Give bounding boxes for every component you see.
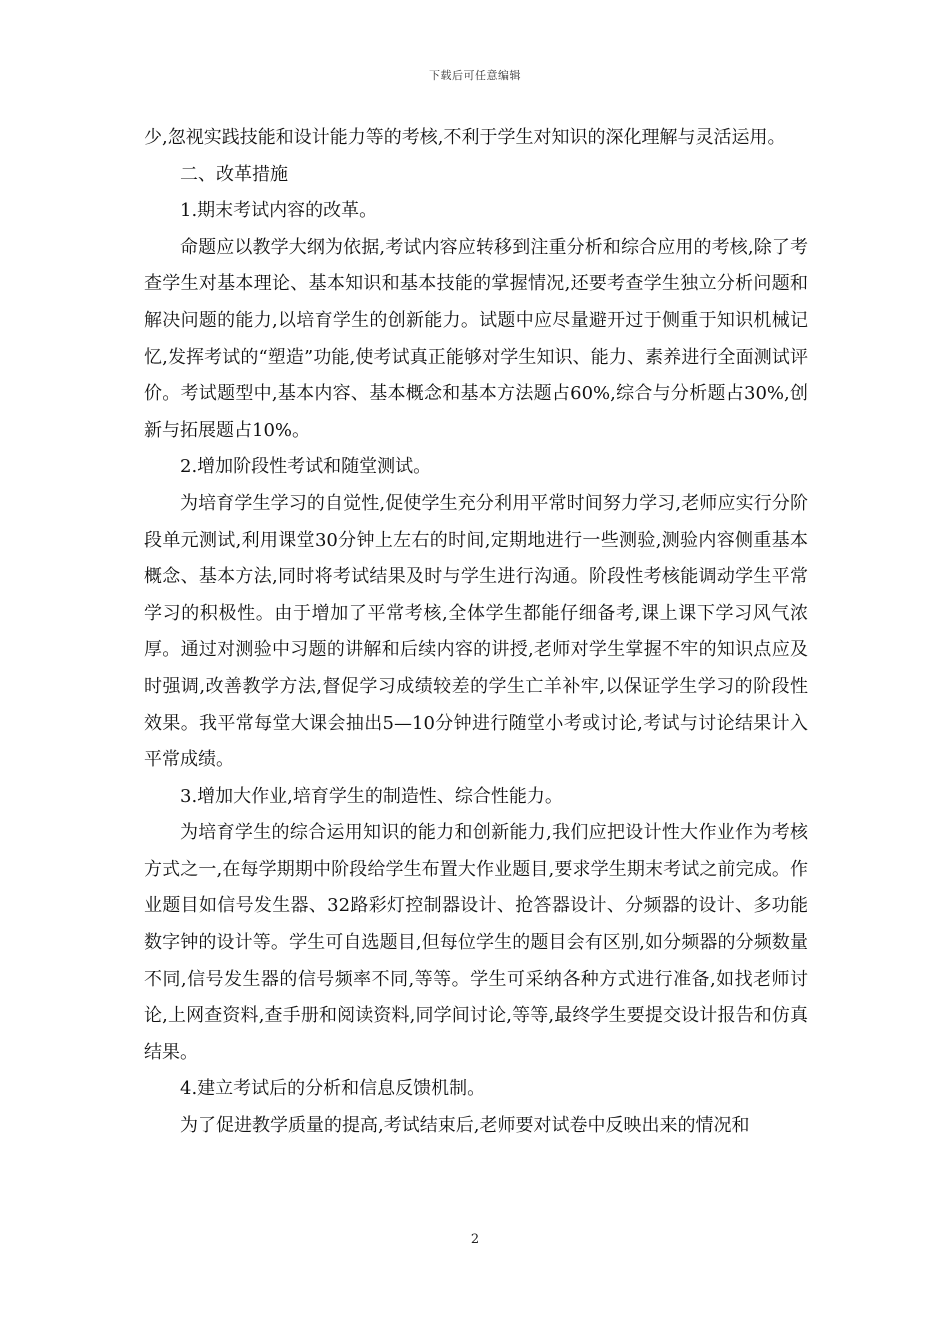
paragraph-exam-content: 命题应以教学大纲为依据,考试内容应转移到注重分析和综合应用的考核,除了考查学生对基本理论、基本知识和基本技能的掌握情况,还要考查学生独立分析问题和解决问题的能力,以培育学生的创新能力。试题中应尽量避开过于侧重于知识机械记忆,发挥考试的“塑造”功能,使考试真正能够对学生知识、能力、素养进行全面测试评价。考试题型中,基本内容、基本概念和基本方法题占60%,综合与分析题占30%,创新与拓展题占10%。 [144,236,808,441]
subheading-4: 4.建立考试后的分析和信息反馈机制。 [180,1078,486,1100]
paragraph-stage-tests: 为培育学生学习的自觉性,促使学生充分利用平常时间努力学习,老师应实行分阶段单元测试,利用课堂30分钟上左右的时间,定期地进行一些测验,测验内容侧重基本概念、基本方法,同时将考试结果及时与学生进行沟通。阶段性考核能调动学生平常学习的积极性。由于增加了平常考核,全体学生都能仔细备考,课上课下学习风气浓厚。通过对测验中习题的讲解和后续内容的讲授,老师对学生掌握不牢的知识点应及时强调,改善教学方法,督促学习成绩较差的学生亡羊补牢,以保证学生学习的阶段性效果。我平常每堂大课会抽出5—10分钟进行随堂小考或讨论,考试与讨论结果计入平常成绩。 [144,492,808,771]
paragraph-feedback: 为了促进教学质量的提高,考试结束后,老师要对试卷中反映出来的情况和 [180,1115,750,1137]
paragraph-continuation: 少,忽视实践技能和设计能力等的考核,不利于学生对知识的深化理解与灵活运用。 [144,127,786,148]
document-body [144,120,808,1145]
subheading-3: 3.增加大作业,培育学生的制造性、综合性能力。 [180,785,563,807]
subheading-1: 1.期末考试内容的改革。 [180,200,378,222]
section-heading: 二、改革措施 [180,163,288,185]
subheading-2: 2.增加阶段性考试和随堂测试。 [180,456,432,478]
page-number: 2 [470,1232,480,1247]
page-header: 下载后可任意编辑 [429,69,521,82]
paragraph-big-assignment: 为培育学生的综合运用知识的能力和创新能力,我们应把设计性大作业作为考核方式之一,在每学期期中阶段给学生布置大作业题目,要求学生期末考试之前完成。作业题目如信号发生器、32路彩灯控制器设计、抢答器设计、分频器的设计、多功能数字钟的设计等。学生可自选题目,但每位学生的题目会有区别,如分频器的分频数量不同,信号发生器的信号频率不同,等等。学生可采纳各种方式进行准备,如找老师讨论,上网查资料,查手册和阅读资料,同学间讨论,等等,最终学生要提交设计报告和仿真结果。 [144,822,808,1063]
